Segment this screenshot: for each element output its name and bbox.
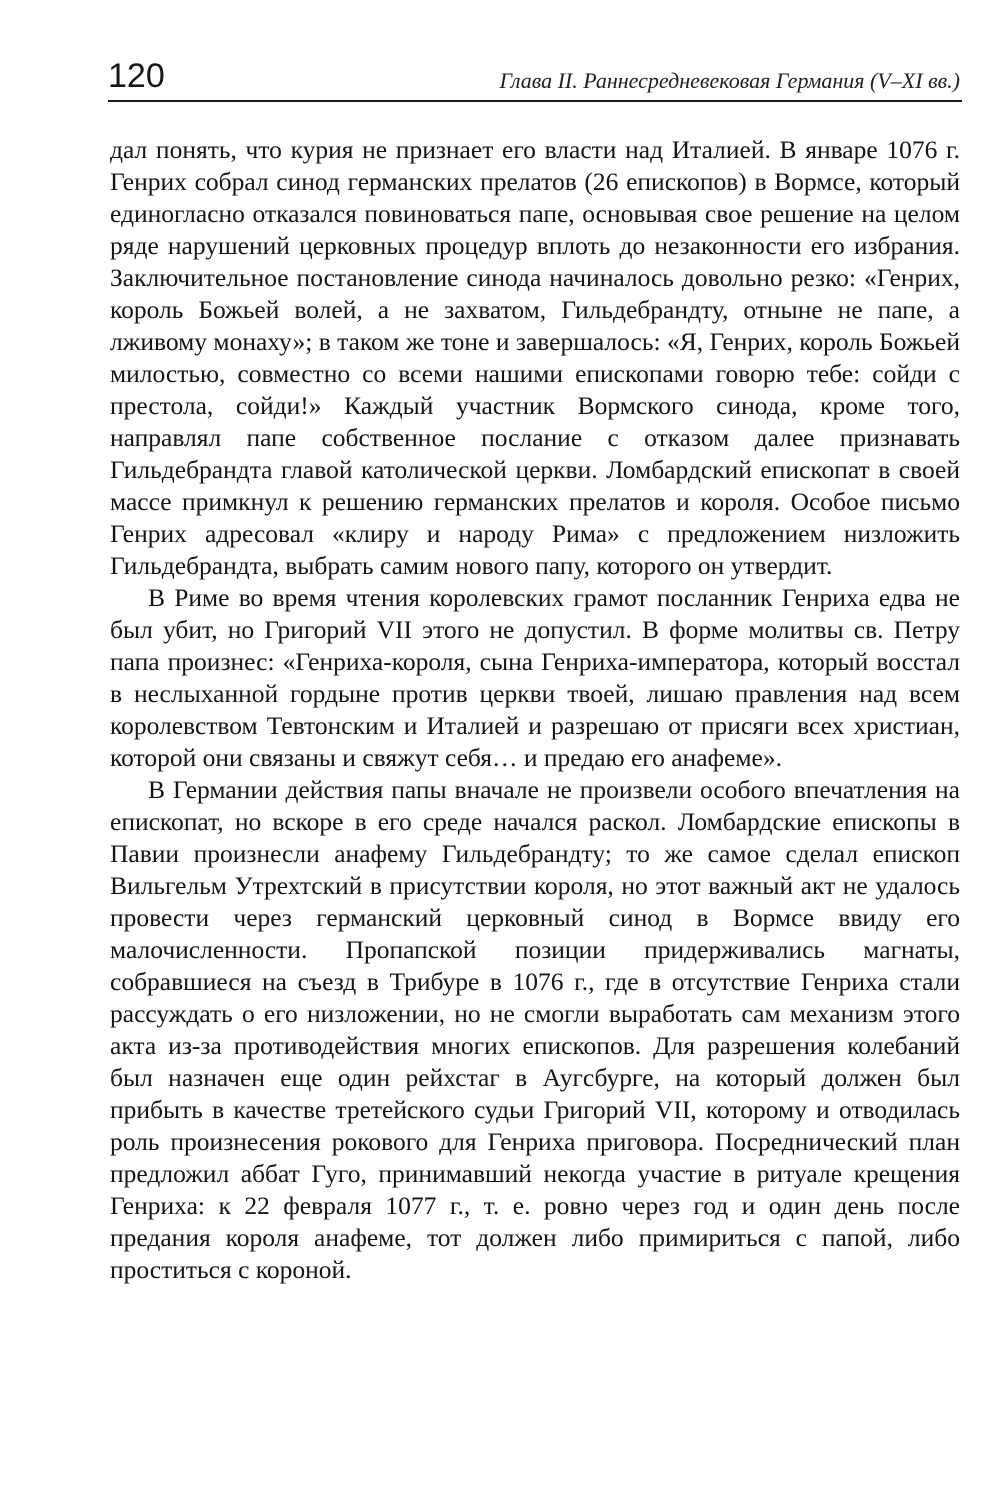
chapter-title: Глава II. Раннесредневековая Германия (V–XI вв.) [499, 68, 960, 93]
running-header [108, 54, 962, 102]
paragraph-3: В Германии действия папы вначале не произвели особого впечатления на епископат, но вскоре в его среде начался раскол. Ломбардские епископы в Павии произнесли анафему Гильдебрандту; то же самое сделал епископ Вильгельм Утрехтский в присутствии короля, но этот важный акт не удалось провести через германский церковный синод в Вормсе ввиду его малочисленности. Пропапской позиции придерживались магнаты, собравшиеся на съезд в Трибуре в 1076 г., где в отсутствие Генриха стали рассуждать о его низложении, но не смогли выработать сам механизм этого акта из-за противодействия многих епископов. Для разрешения колебаний был назначен еще один рейхстаг в Аугсбурге, на который должен был прибыть в качестве третейского судьи Григорий VII, которому и отводилась роль произнесения рокового для Генриха приговора. Посреднический план предложил аббат Гуго, принимавший некогда участие в ритуале крещения Генриха: к 22 февраля 1077 г., т. е. ровно через год и один день после предания короля анафеме, тот должен либо примириться с папой, либо проститься с короной. [110, 775, 960, 1284]
page-number: 120 [108, 57, 165, 95]
paragraph-2: В Риме во время чтения королевских грамот посланник Генриха едва не был убит, но Григорий VII этого не допустил. В форме молитвы св. Петру папа произнес: «Генриха-короля, сына Генриха-императора, который восстал в неслыханной гордыне против церкви твоей, лишаю правления над всем королевством Тевтонским и Италией и разрешаю от присяги всех христиан, которой они связаны и свяжут себя… и предаю его анафеме». [110, 583, 960, 772]
paragraph-1: дал понять, что курия не признает его власти над Италией. В январе 1076 г. Генрих собрал синод германских прелатов (26 епископов) в Вормсе, который единогласно отказался повиноваться папе, основывая свое решение на целом ряде нарушений церковных процедур вплоть до незаконности его избрания. Заключительное постановление синода начиналось довольно резко: «Генрих, король Божьей волей, а не захватом, Гильдебрандту, отныне не папе, а лживому монаху»; в таком же тоне и завершалось: «Я, Генрих, король Божьей милостью, совместно со всеми нашими епископами говорю тебе: сойди с престола, сойди!» Каждый участник Вормского синода, кроме того, направлял папе собственное послание с отказом далее признавать Гильдебрандта главой католической церкви. Ломбардский епископат в своей массе примкнул к решению германских прелатов и короля. Особое письмо Генрих адресовал «клиру и народу Рима» с предложением низложить Гильдебрандта, выбрать самим нового папу, которого он утвердит. [110, 135, 960, 580]
body-text [110, 134, 960, 1286]
